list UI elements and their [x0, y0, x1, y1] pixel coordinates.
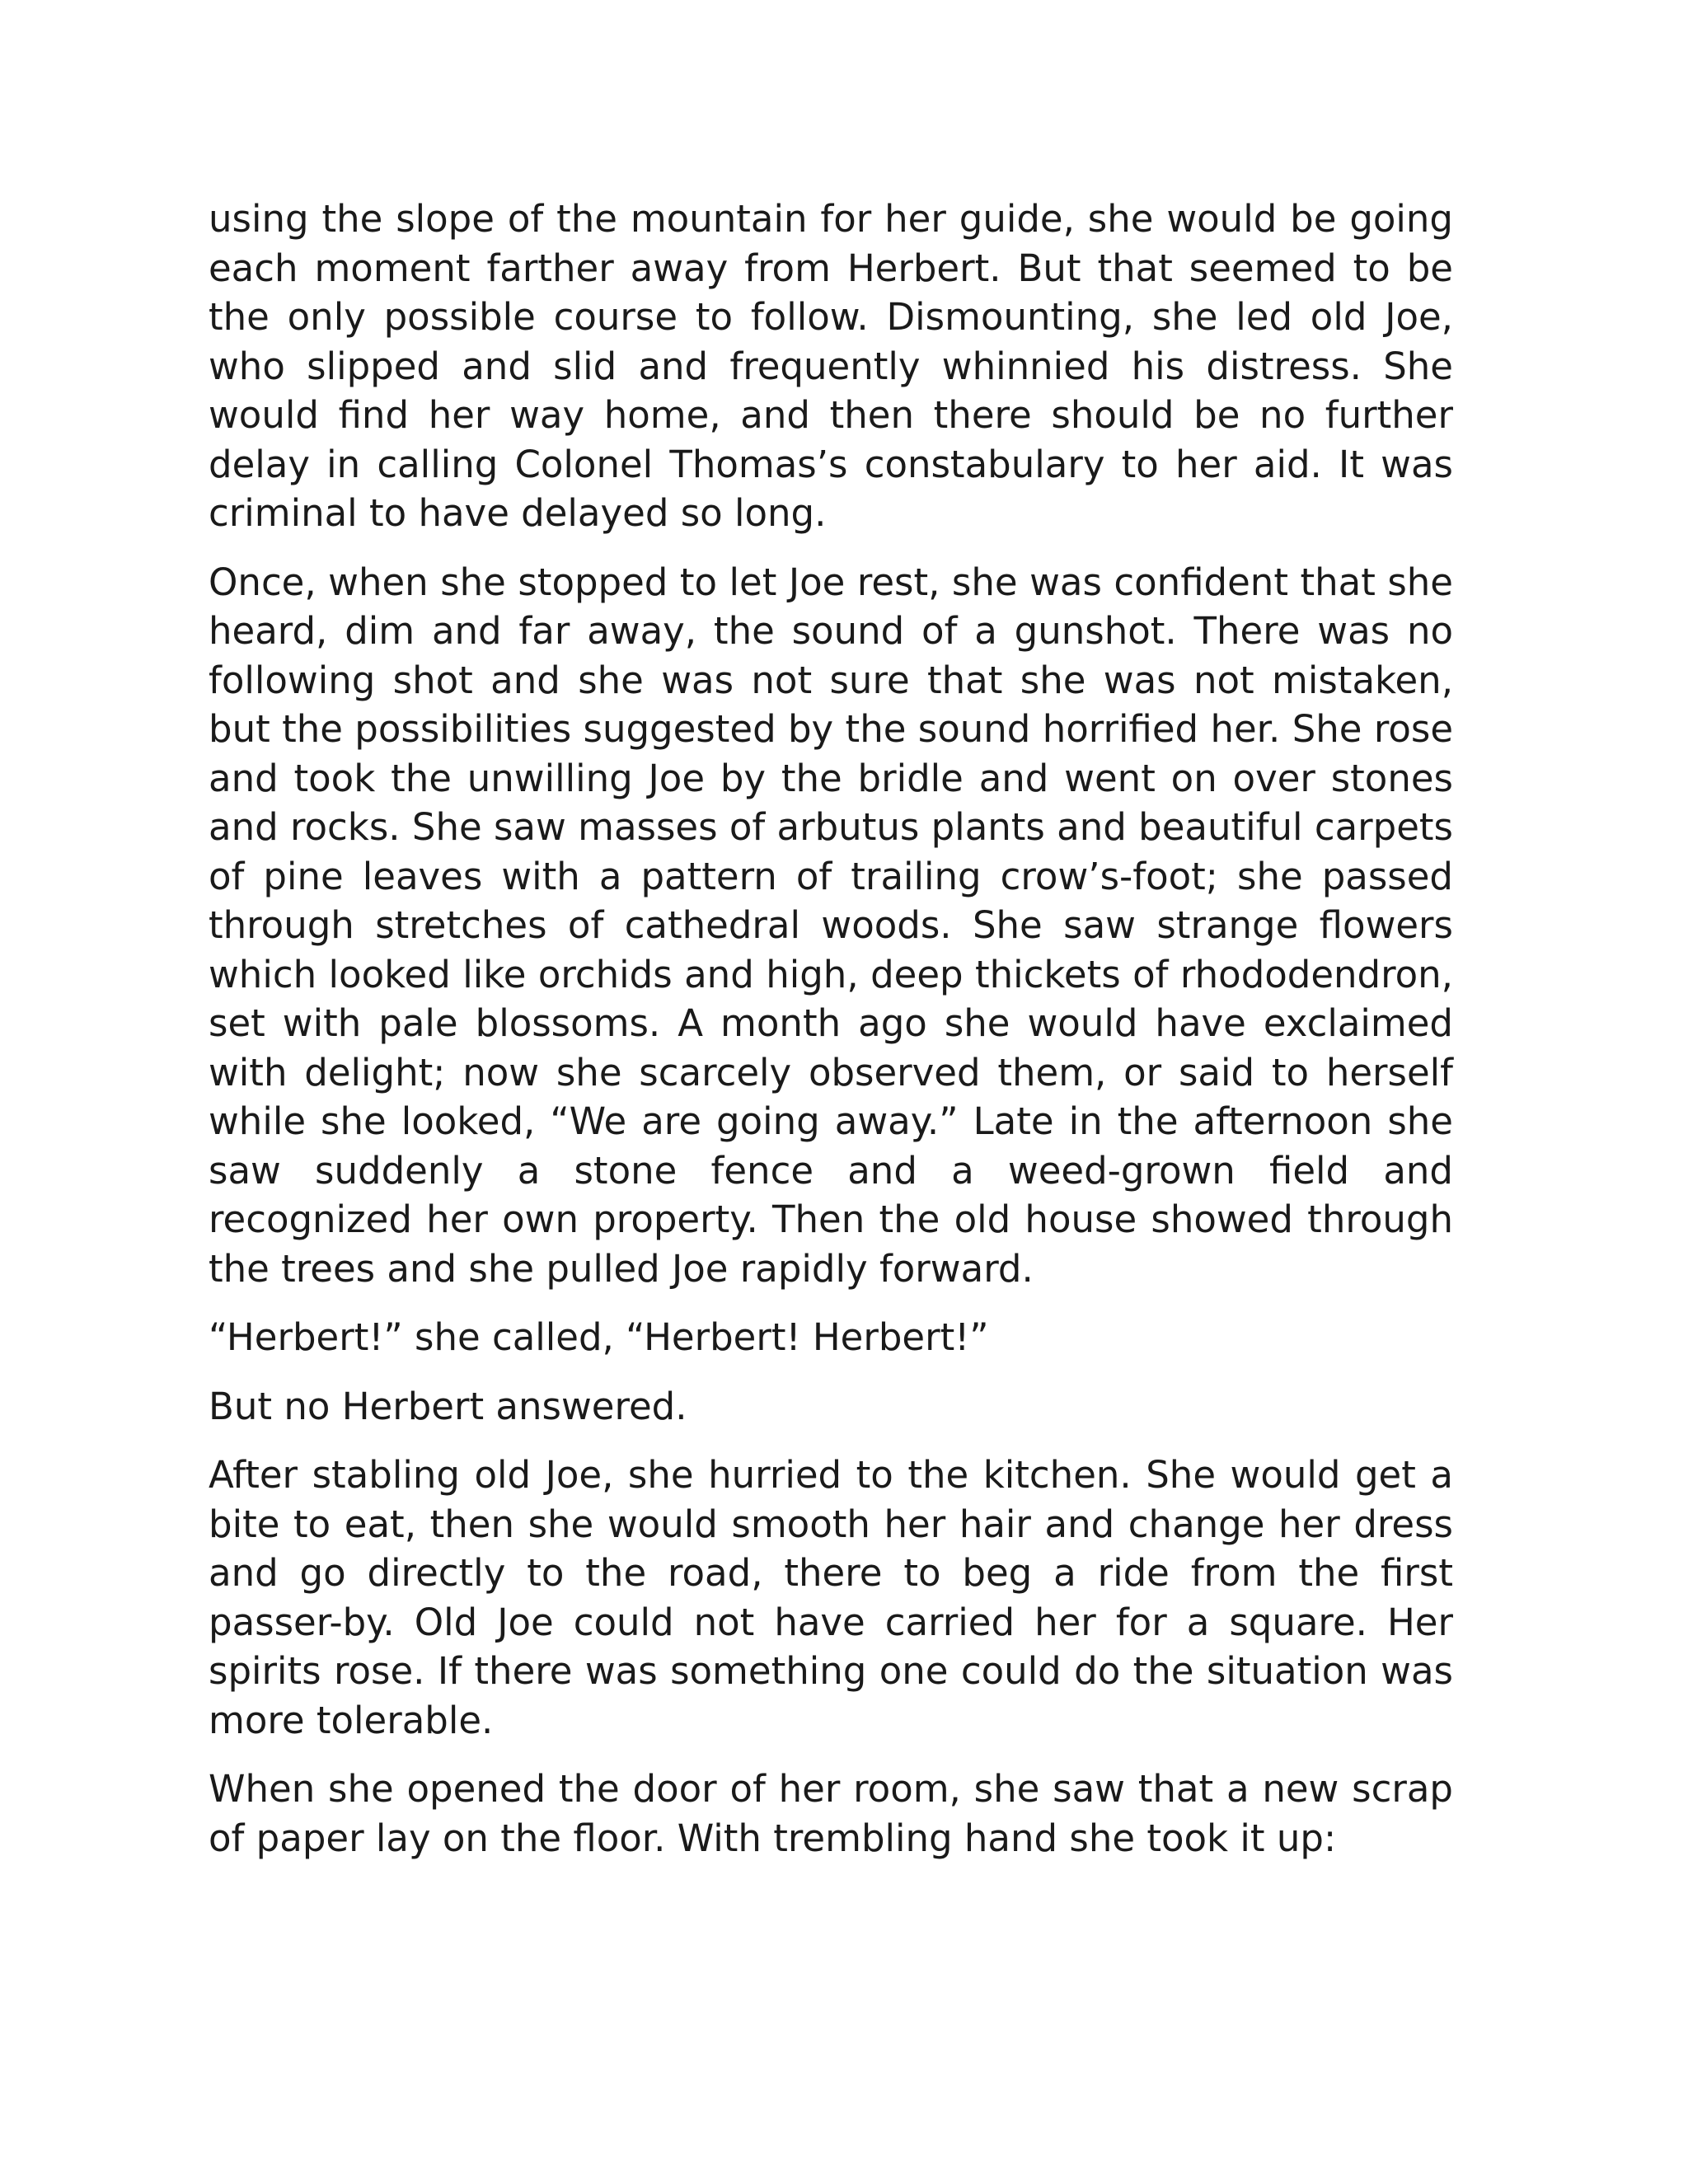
paragraph: using the slope of the mountain for her guide, she would be going each moment farther away from Herbert. But that seemed to be the only possible course to follow. Dismounting, she led old Joe, who slipped and slid and frequently whinnied his distress. She would find her way home, and then there should be no further delay in calling Colonel Thomas’s constabulary to her aid. It was criminal to have delayed so long. [209, 197, 1453, 535]
paragraph: After stabling old Joe, she hurried to the kitchen. She would get a bite to eat, then she would smooth her hair and change her dress and go directly to the road, there to beg a ride from the first passer-by. Old Joe could not have carried her for a square. Her spirits rose. If there was something one could do the situation was more tolerable. [209, 1453, 1453, 1742]
paragraph: “Herbert!” she called, “Herbert! Herbert!” [209, 1315, 989, 1359]
page-body [209, 194, 1453, 1882]
paragraph: But no Herbert answered. [209, 1384, 687, 1428]
paragraph: Once, when she stopped to let Joe rest, she was confident that she heard, dim and far away, the sound of a gunshot. There was no following shot and she was not sure that she was not mistaken, but the possibilities suggested by the sound horrified her. She rose and took the unwilling Joe by the bridle and went on over stones and rocks. She saw masses of arbutus plants and beautiful carpets of pine leaves with a pattern of trailing crow’s-foot; she passed through stretches of cathedral woods. She saw strange flowers which looked like orchids and high, deep thickets of rhododendron, set with pale blossoms. A month ago she would have exclaimed with delight; now she scarcely observed them, or said to herself while she looked, “We are going away.” Late in the afternoon she saw suddenly a stone fence and a weed-grown field and recognized her own property. Then the old house showed through the trees and she pulled Joe rapidly forward. [209, 560, 1453, 1291]
paragraph: When she opened the door of her room, she saw that a new scrap of paper lay on the floor. With trembling hand she took it up: [209, 1767, 1453, 1860]
